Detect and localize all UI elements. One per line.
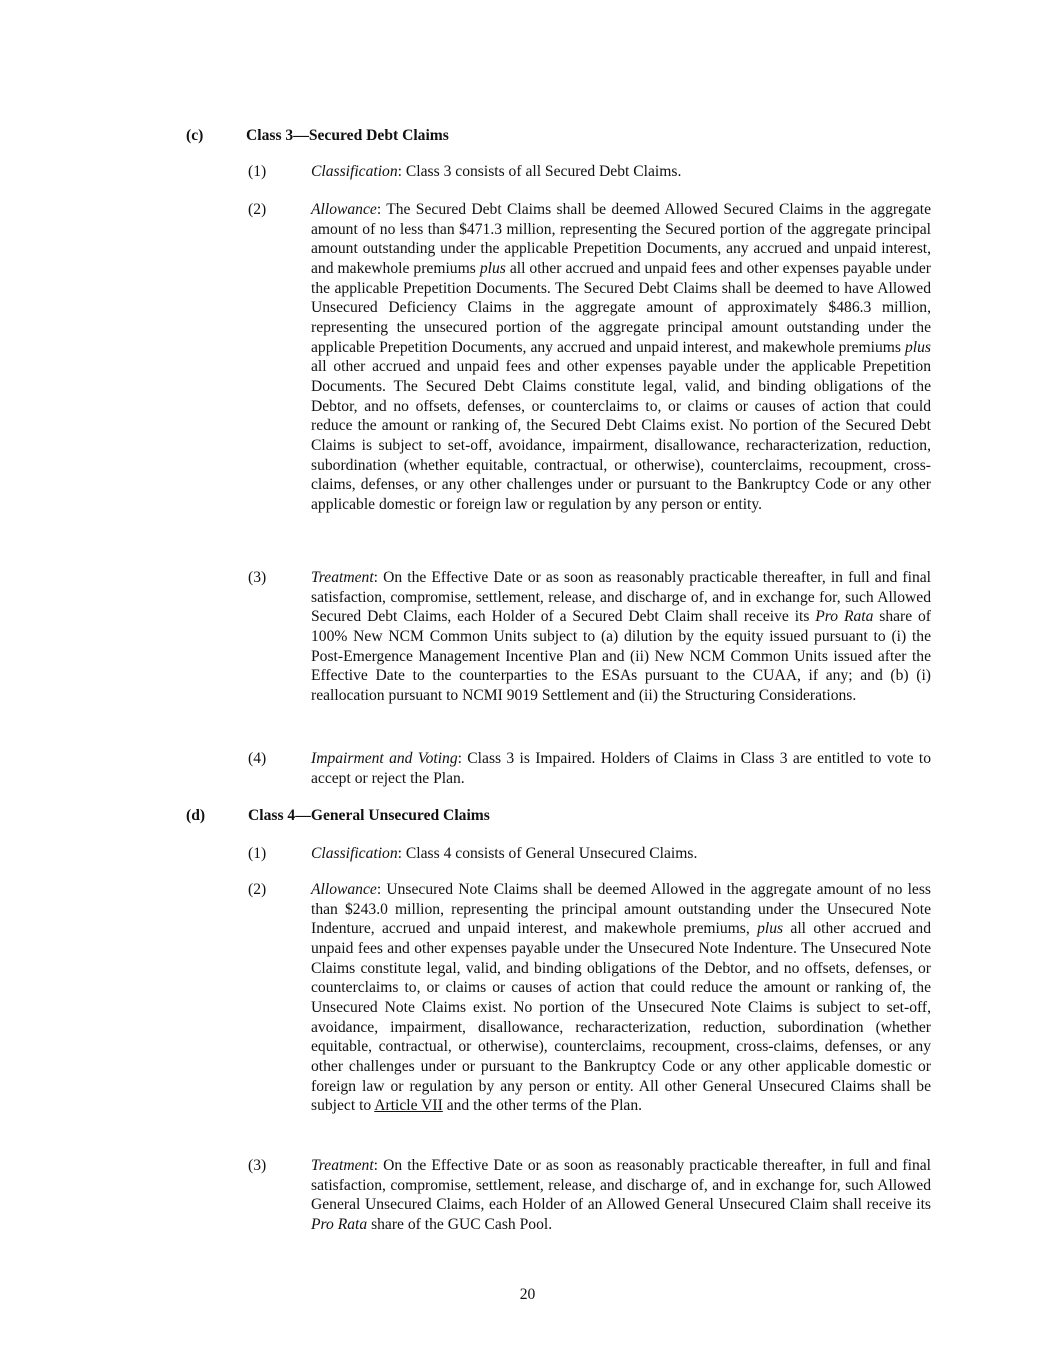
item-text (311, 568, 931, 706)
item-number: (2) (248, 201, 267, 218)
item-body: : Class 4 consists of General Unsecured Claims. (397, 845, 698, 862)
page-number: 20 (519, 1286, 536, 1303)
item-body: all other accrued and unpaid fees and other expenses payable under the applicable Prepetition Documents. The Secured Debt Claims shall be deemed to have Allowed Unsecured Deficiency Claims in the aggregate amount of approximately $486.3 million, representing the unsecured portion of the aggregate principal amount outstanding under the applicable Prepetition Documents, any accrued and unpaid interest, and makewhole premiums (311, 259, 931, 356)
item-label: Allowance (311, 201, 377, 218)
item-body: : Class 3 consists of all Secured Debt Claims. (397, 163, 682, 180)
item-body: : The Secured Debt Claims shall be deemed Allowed Secured Claims in the aggregate amount of no less than $471.3 million, representing the Secured portion of the aggregate principal amount outstanding under the applicable Prepetition Documents, any accrued and unpaid interest, and makewhole premiums (311, 201, 931, 277)
item-text (311, 1156, 931, 1235)
item-number: (1) (248, 163, 267, 180)
section-title: Class 3—Secured Debt Claims (246, 127, 449, 144)
item-text (311, 162, 931, 182)
item-text (311, 749, 931, 788)
item-text (311, 200, 931, 515)
item-body: all other accrued and unpaid fees and other expenses payable under the Unsecured Note Indenture. The Unsecured Note Claims constitute legal, valid, and binding obligations of the Debtor, and no offsets, defenses, or counterclaims to, or claims or causes of action that could reduce the amount or ranking of, the Unsecured Note Claims exist. No portion of the Unsecured Note Claims is subject to set-off, avoidance, impairment, disallowance, recharacterization, reduction, subordination (whether equitable, contractual, or otherwise), counterclaims, recoupment, cross-claims, defenses, or any other challenges under or pursuant to the Bankruptcy Code or any other applicable domestic or foreign law or regulation by any person or entity. All other General Unsecured Claims shall be subject to (311, 920, 931, 1115)
item-body: all other accrued and unpaid fees and other expenses payable under the applicable Prepetition Documents. The Secured Debt Claims constitute legal, valid, and binding obligations of the Debtor, and no offsets, defenses, or counterclaims to, or claims or causes of action that could reduce the amount or ranking of, the Secured Debt Claims exist. No portion of the Secured Debt Claims is subject to set-off, avoidance, impairment, disallowance, recharacterization, reduction, subordination (whether equitable, contractual, or otherwise), counterclaims, recoupment, cross-claims, defenses, or any other challenges under or pursuant to the Bankruptcy Code or any other applicable domestic or foreign law or regulation by any person or entity. (311, 358, 931, 513)
item-body: : Unsecured Note Claims shall be deemed Allowed in the aggregate amount of no less than $243.0 million, representing the principal amount outstanding under the Unsecured Note Indenture, accrued and unpaid interest, and makewhole premiums, (311, 881, 931, 938)
emphasis: plus (479, 259, 506, 277)
item-number: (3) (248, 569, 267, 586)
item-label: Treatment (311, 569, 374, 586)
emphasis: Pro Rata (311, 1215, 368, 1233)
item-text (311, 844, 931, 864)
emphasis: Pro Rata (815, 608, 874, 626)
item-text (311, 880, 931, 1116)
item-body: : On the Effective Date or as soon as reasonably practicable thereafter, in full and final satisfaction, compromise, settlement, release, and discharge of, and in exchange for, such Allowed Secured Debt Claims, each Holder of a Secured Debt Claim shall receive its (311, 569, 931, 626)
item-label: Allowance (311, 881, 377, 898)
section-label: (c) (186, 127, 204, 144)
section-label: (d) (186, 807, 206, 824)
item-body: share of 100% New NCM Common Units subject to (a) dilution by the equity issued pursuant to (i) the Post-Emergence Management Incentive Plan and (ii) New NCM Common Units issued after the Effective Date to the counterparties to the ESAs pursuant to the CUAA, if any; and (b) (i) reallocation pursuant to NCMI 9019 Settlement and (ii) the Structuring Considerations. (311, 608, 931, 704)
item-label: Classification (311, 163, 398, 180)
item-number: (3) (248, 1157, 267, 1174)
item-label: Classification (311, 845, 398, 862)
item-number: (4) (248, 750, 267, 767)
section-title: Class 4—General Unsecured Claims (248, 807, 490, 824)
item-label: Impairment and Voting (311, 750, 458, 767)
item-label: Treatment (311, 1157, 374, 1174)
article-reference-link[interactable]: Article VII (374, 1097, 443, 1115)
item-number: (2) (248, 881, 267, 898)
emphasis: plus (757, 920, 784, 938)
item-body: : Class 3 is Impaired. Holders of Claims in Class 3 are entitled to vote to accept or reject the Plan. (311, 750, 931, 787)
item-body: : On the Effective Date or as soon as reasonably practicable thereafter, in full and final satisfaction, compromise, settlement, release, and discharge of, and in exchange for, such Allowed General Unsecured Claims, each Holder of an Allowed General Unsecured Claim shall receive its (311, 1157, 931, 1214)
item-body: share of the GUC Cash Pool. (367, 1215, 553, 1233)
item-body: and the other terms of the Plan. (442, 1097, 643, 1115)
emphasis: plus (905, 338, 931, 356)
item-number: (1) (248, 845, 267, 862)
